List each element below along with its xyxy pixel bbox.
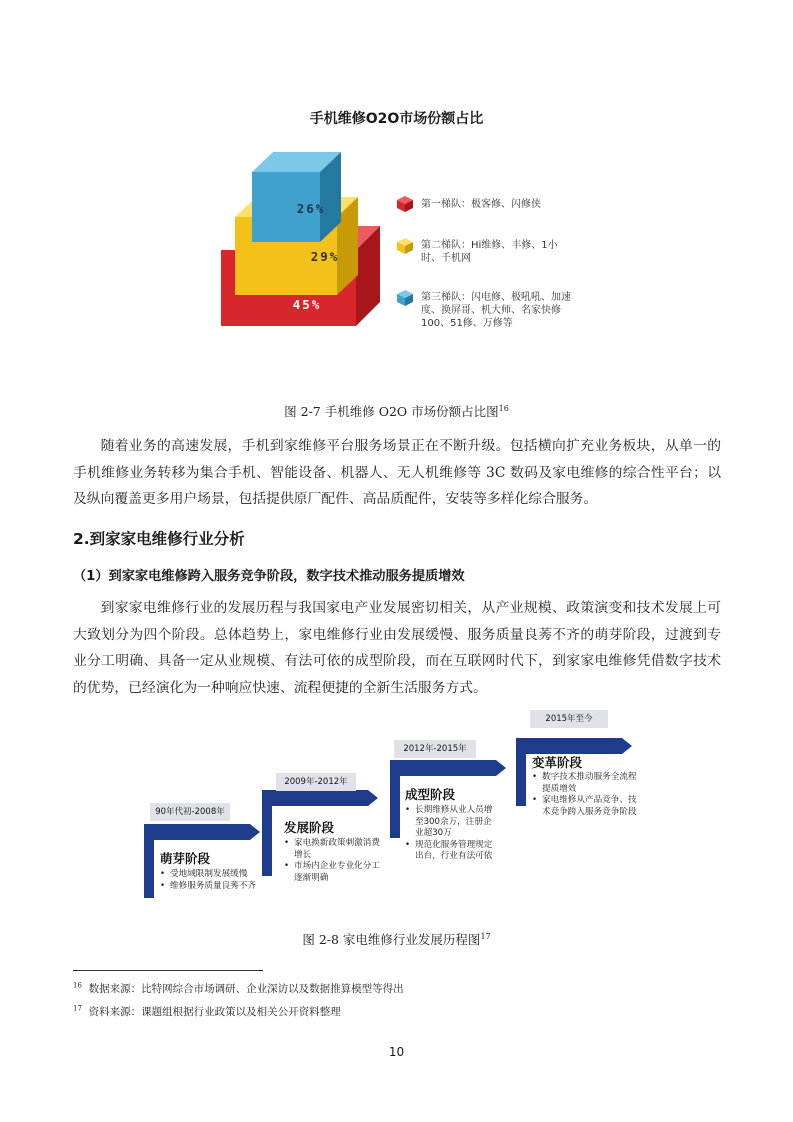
paragraph-1: 随着业务的高速发展，手机到家维修平台服务场景正在不断升级。包括横向扩充业务板块，从单一的手机维修业务转移为集合手机、智能设备、机器人、无人机维修等 3C 数码及家电维修的综合性平台；以及纵向覆盖更多用户场景，包括提供原厂配件、高品质配件，安装等多样化综合服务。	[73, 438, 721, 507]
figure-caption-2-8: 图 2-8 家电维修行业发展历程图$^{17}$	[302, 931, 491, 947]
stage-2-bullet: • 市场内企业专业化分工逐渐明确	[284, 861, 384, 884]
footnote-16: $^{16}$ 数据来源：比特网综合市场调研、企业深访以及数据推算模型等得出	[73, 981, 404, 995]
figure-caption-2-7: 图 2-7 手机维修 O2O 市场份额占比图$^{16}$	[284, 403, 509, 419]
stage-2-bullets	[284, 838, 384, 884]
stage-1-bullet: • 维修服务质量良莠不齐	[160, 881, 270, 893]
stage-1-bullets	[160, 869, 270, 892]
period-label-3: 2012年-2015年	[394, 740, 476, 758]
period-label-4: 2015年至今	[530, 710, 608, 728]
stage-2-bullet: • 家电换新政策刺激消费增长	[284, 838, 384, 861]
stage-4-bullet: • 家电维修从产品竞争、技术竞争跨入服务竞争阶段	[532, 795, 644, 818]
footnote-17: $^{17}$ 资料来源：课题组根据行业政策以及相关公开资料整理	[73, 1004, 341, 1018]
legend-cube-blue-icon	[396, 289, 414, 307]
paragraph-2: 到家家电维修行业的发展历程与我国家电产业发展密切相关，从产业规模、政策演变和技术发展上可大致划分为四个阶段。总体趋势上，家电维修行业由发展缓慢、服务质量良莠不齐的萌芽阶段，过渡到专业分工明确、具备一定从业规模、有法可依的成型阶段，而在互联网时代下，到家家电维修凭借数字技术的优势，已经演化为一种响应快速、流程便捷的全新生活服务方式。	[73, 600, 721, 696]
legend-cube-yellow-icon	[396, 237, 414, 255]
tier-2-label: 29%	[310, 249, 340, 264]
stage-3-bullets	[405, 805, 497, 863]
stage-4-bullets	[532, 772, 644, 818]
legend-item-1: 第一梯队：极客修、闪修侠	[421, 199, 541, 210]
stage-3-bullet: • 长期维修从业人员增至300余万，注册企业超30万	[405, 805, 497, 840]
footnote-divider	[73, 970, 263, 971]
legend-cube-red-icon	[396, 195, 414, 213]
chart-title: 手机维修O2O市场份额占比	[309, 111, 484, 127]
tier-3-block	[252, 152, 341, 242]
legend-item-3: 第三梯队：闪电修、极吼吼、加速度、换屏哥、机大师、名家快修100、51修、万修等	[421, 292, 571, 329]
market-share-cube-chart	[215, 150, 380, 335]
tier-3-label: 26%	[296, 201, 326, 216]
stage-1-title: 萌芽阶段	[160, 851, 211, 866]
stage-4-bullet: • 数字技术推动服务全流程提质增效	[532, 772, 644, 795]
tier-1-label: 45%	[292, 297, 322, 312]
section-title: 2.到家家电维修行业分析	[73, 530, 245, 548]
stage-4-title: 变革阶段	[532, 755, 583, 770]
subsection-title: （1）到家家电维修跨入服务竞争阶段，数字技术推动服务提质增效	[73, 569, 465, 584]
stage-3-bullet: • 规范化服务管理规定出台，行业有法可依	[405, 840, 497, 863]
stage-2-title: 发展阶段	[284, 820, 335, 835]
page-number: 10	[388, 1045, 405, 1059]
period-label-1: 90年代初-2008年	[150, 803, 230, 821]
legend-item-2: 第二梯队：Hi维修、丰修、1小时、千机网	[421, 240, 558, 264]
stage-1-bullet: • 受地域限制发展缓慢	[160, 869, 270, 881]
period-label-2: 2009年-2012年	[276, 773, 356, 791]
stage-3-title: 成型阶段	[405, 787, 456, 802]
